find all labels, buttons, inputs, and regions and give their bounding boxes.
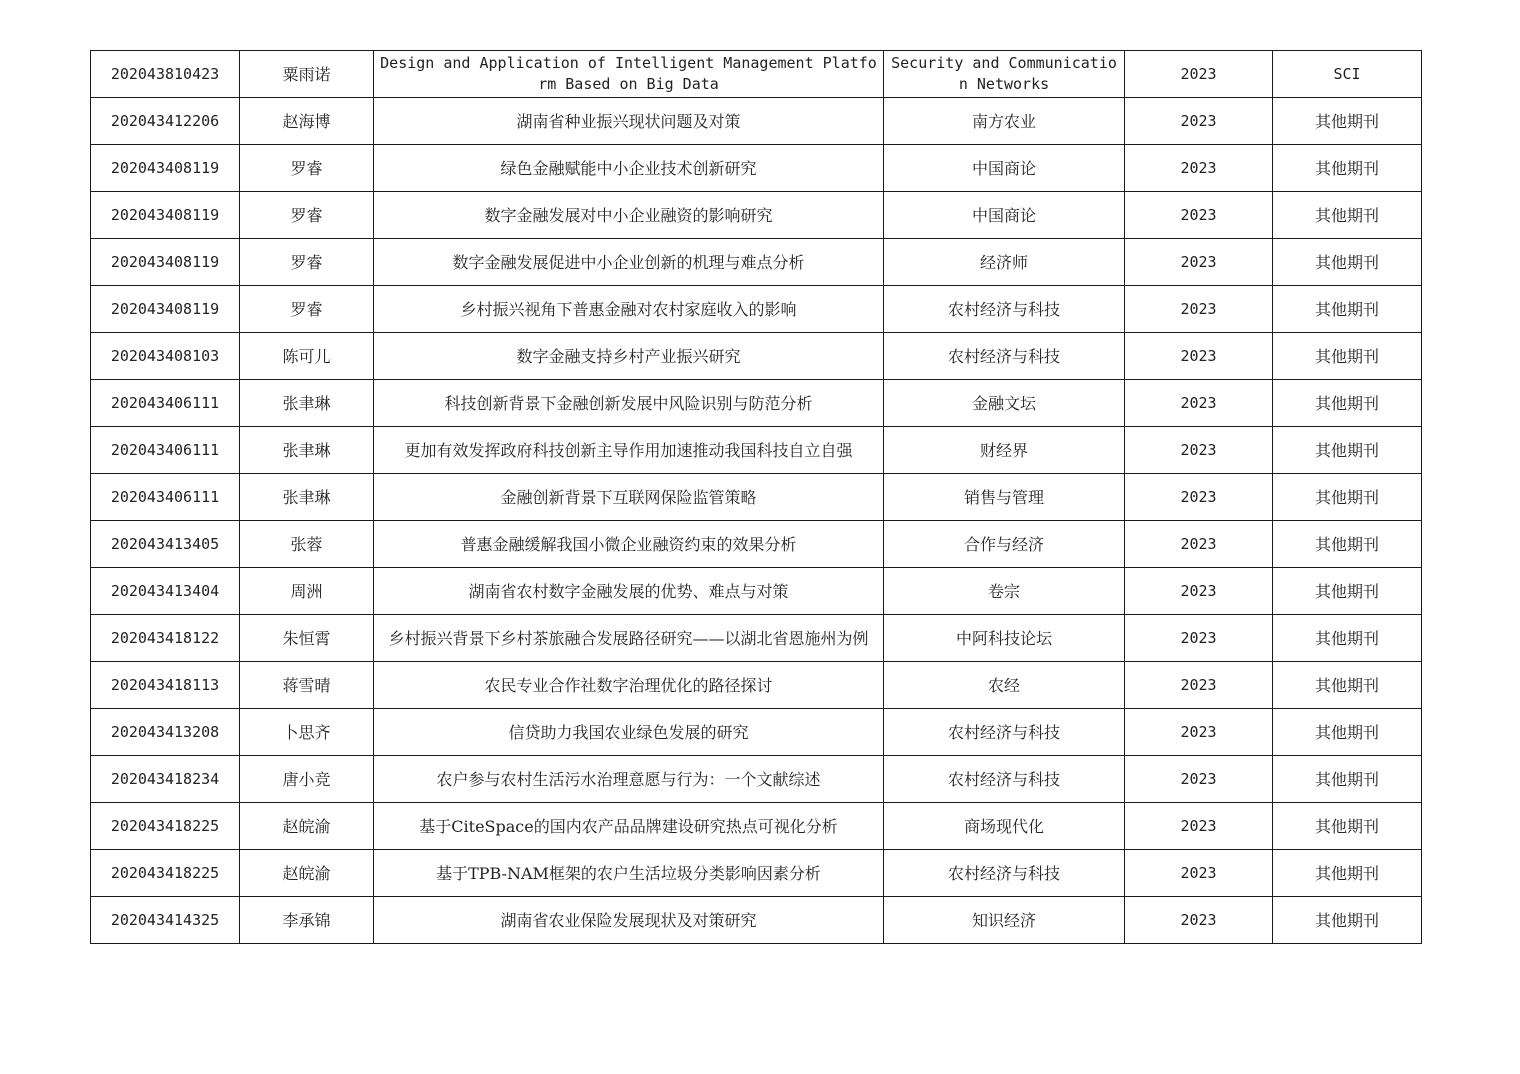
- student-id-cell: 202043418234: [91, 756, 240, 803]
- index-type-cell: 其他期刊: [1273, 568, 1422, 615]
- index-type-cell: 其他期刊: [1273, 427, 1422, 474]
- paper-title-cell: 乡村振兴背景下乡村茶旅融合发展路径研究——以湖北省恩施州为例: [374, 615, 884, 662]
- year-cell: 2023: [1125, 521, 1273, 568]
- table-row: [91, 568, 1422, 615]
- journal-cell: 销售与管理: [884, 474, 1125, 521]
- index-type-cell: 其他期刊: [1273, 897, 1422, 944]
- year-cell: 2023: [1125, 145, 1273, 192]
- paper-title-cell: 普惠金融缓解我国小微企业融资约束的效果分析: [374, 521, 884, 568]
- student-id-cell: 202043810423: [91, 51, 240, 98]
- student-id-cell: 202043406111: [91, 474, 240, 521]
- student-id-cell: 202043408119: [91, 239, 240, 286]
- paper-title-cell: 信贷助力我国农业绿色发展的研究: [374, 709, 884, 756]
- student-id-cell: 202043413405: [91, 521, 240, 568]
- table-row: [91, 145, 1422, 192]
- year-cell: 2023: [1125, 333, 1273, 380]
- journal-cell: Security and Communication Networks: [884, 51, 1125, 98]
- journal-cell: 南方农业: [884, 98, 1125, 145]
- paper-title-cell: 乡村振兴视角下普惠金融对农村家庭收入的影响: [374, 286, 884, 333]
- year-cell: 2023: [1125, 709, 1273, 756]
- journal-cell: 合作与经济: [884, 521, 1125, 568]
- table-row: [91, 286, 1422, 333]
- index-type-cell: 其他期刊: [1273, 380, 1422, 427]
- journal-cell: 知识经济: [884, 897, 1125, 944]
- year-cell: 2023: [1125, 474, 1273, 521]
- paper-title-cell: 农户参与农村生活污水治理意愿与行为：一个文献综述: [374, 756, 884, 803]
- table-row: [91, 98, 1422, 145]
- journal-cell: 中国商论: [884, 145, 1125, 192]
- index-type-cell: 其他期刊: [1273, 803, 1422, 850]
- paper-title-cell: 数字金融支持乡村产业振兴研究: [374, 333, 884, 380]
- journal-cell: 经济师: [884, 239, 1125, 286]
- student-id-cell: 202043418122: [91, 615, 240, 662]
- year-cell: 2023: [1125, 897, 1273, 944]
- student-id-cell: 202043414325: [91, 897, 240, 944]
- index-type-cell: 其他期刊: [1273, 286, 1422, 333]
- table-row: [91, 615, 1422, 662]
- journal-cell: 农村经济与科技: [884, 709, 1125, 756]
- publication-table: [90, 50, 1422, 944]
- paper-title-cell: Design and Application of Intelligent Management Platform Based on Big Data: [374, 51, 884, 98]
- student-id-cell: 202043408119: [91, 192, 240, 239]
- index-type-cell: SCI: [1273, 51, 1422, 98]
- student-id-cell: 202043418225: [91, 850, 240, 897]
- author-name-cell: 陈可儿: [240, 333, 374, 380]
- table-row: [91, 803, 1422, 850]
- paper-title-cell: 湖南省农村数字金融发展的优势、难点与对策: [374, 568, 884, 615]
- index-type-cell: 其他期刊: [1273, 98, 1422, 145]
- year-cell: 2023: [1125, 662, 1273, 709]
- index-type-cell: 其他期刊: [1273, 239, 1422, 286]
- paper-title-cell: 更加有效发挥政府科技创新主导作用加速推动我国科技自立自强: [374, 427, 884, 474]
- paper-title-cell: 数字金融发展促进中小企业创新的机理与难点分析: [374, 239, 884, 286]
- paper-title-cell: 科技创新背景下金融创新发展中风险识别与防范分析: [374, 380, 884, 427]
- table-row: [91, 427, 1422, 474]
- student-id-cell: 202043408103: [91, 333, 240, 380]
- year-cell: 2023: [1125, 427, 1273, 474]
- index-type-cell: 其他期刊: [1273, 662, 1422, 709]
- year-cell: 2023: [1125, 756, 1273, 803]
- author-name-cell: 周洲: [240, 568, 374, 615]
- journal-cell: 商场现代化: [884, 803, 1125, 850]
- author-name-cell: 张聿琳: [240, 474, 374, 521]
- author-name-cell: 赵皖渝: [240, 850, 374, 897]
- table-row: [91, 662, 1422, 709]
- author-name-cell: 卜思齐: [240, 709, 374, 756]
- author-name-cell: 蒋雪晴: [240, 662, 374, 709]
- student-id-cell: 202043413208: [91, 709, 240, 756]
- year-cell: 2023: [1125, 286, 1273, 333]
- author-name-cell: 粟雨诺: [240, 51, 374, 98]
- journal-cell: 农村经济与科技: [884, 850, 1125, 897]
- author-name-cell: 罗睿: [240, 286, 374, 333]
- paper-title-cell: 基于CiteSpace的国内农产品品牌建设研究热点可视化分析: [374, 803, 884, 850]
- journal-cell: 农经: [884, 662, 1125, 709]
- student-id-cell: 202043412206: [91, 98, 240, 145]
- author-name-cell: 张聿琳: [240, 427, 374, 474]
- paper-title-cell: 湖南省种业振兴现状问题及对策: [374, 98, 884, 145]
- year-cell: 2023: [1125, 192, 1273, 239]
- table-row: [91, 192, 1422, 239]
- journal-cell: 卷宗: [884, 568, 1125, 615]
- journal-cell: 财经界: [884, 427, 1125, 474]
- author-name-cell: 赵海博: [240, 98, 374, 145]
- author-name-cell: 朱恒霄: [240, 615, 374, 662]
- journal-cell: 中阿科技论坛: [884, 615, 1125, 662]
- table-row: [91, 380, 1422, 427]
- table-row: [91, 239, 1422, 286]
- paper-title-cell: 湖南省农业保险发展现状及对策研究: [374, 897, 884, 944]
- index-type-cell: 其他期刊: [1273, 756, 1422, 803]
- year-cell: 2023: [1125, 98, 1273, 145]
- index-type-cell: 其他期刊: [1273, 615, 1422, 662]
- journal-cell: 农村经济与科技: [884, 333, 1125, 380]
- index-type-cell: 其他期刊: [1273, 850, 1422, 897]
- table-row: [91, 756, 1422, 803]
- index-type-cell: 其他期刊: [1273, 333, 1422, 380]
- journal-cell: 农村经济与科技: [884, 756, 1125, 803]
- journal-cell: 农村经济与科技: [884, 286, 1125, 333]
- table-row: [91, 333, 1422, 380]
- paper-title-cell: 金融创新背景下互联网保险监管策略: [374, 474, 884, 521]
- year-cell: 2023: [1125, 568, 1273, 615]
- table-row: [91, 897, 1422, 944]
- journal-cell: 金融文坛: [884, 380, 1125, 427]
- table-row: [91, 51, 1422, 98]
- paper-title-cell: 农民专业合作社数字治理优化的路径探讨: [374, 662, 884, 709]
- index-type-cell: 其他期刊: [1273, 709, 1422, 756]
- author-name-cell: 张聿琳: [240, 380, 374, 427]
- table-row: [91, 474, 1422, 521]
- paper-title-cell: 数字金融发展对中小企业融资的影响研究: [374, 192, 884, 239]
- author-name-cell: 赵皖渝: [240, 803, 374, 850]
- journal-cell: 中国商论: [884, 192, 1125, 239]
- paper-title-cell: 绿色金融赋能中小企业技术创新研究: [374, 145, 884, 192]
- index-type-cell: 其他期刊: [1273, 474, 1422, 521]
- year-cell: 2023: [1125, 239, 1273, 286]
- index-type-cell: 其他期刊: [1273, 145, 1422, 192]
- author-name-cell: 罗睿: [240, 145, 374, 192]
- author-name-cell: 罗睿: [240, 192, 374, 239]
- student-id-cell: 202043418113: [91, 662, 240, 709]
- student-id-cell: 202043406111: [91, 380, 240, 427]
- student-id-cell: 202043406111: [91, 427, 240, 474]
- index-type-cell: 其他期刊: [1273, 521, 1422, 568]
- author-name-cell: 张蓉: [240, 521, 374, 568]
- author-name-cell: 李承锦: [240, 897, 374, 944]
- student-id-cell: 202043418225: [91, 803, 240, 850]
- table-row: [91, 521, 1422, 568]
- year-cell: 2023: [1125, 850, 1273, 897]
- author-name-cell: 罗睿: [240, 239, 374, 286]
- student-id-cell: 202043408119: [91, 286, 240, 333]
- student-id-cell: 202043408119: [91, 145, 240, 192]
- year-cell: 2023: [1125, 380, 1273, 427]
- year-cell: 2023: [1125, 803, 1273, 850]
- student-id-cell: 202043413404: [91, 568, 240, 615]
- year-cell: 2023: [1125, 615, 1273, 662]
- year-cell: 2023: [1125, 51, 1273, 98]
- table-row: [91, 709, 1422, 756]
- author-name-cell: 唐小竞: [240, 756, 374, 803]
- paper-title-cell: 基于TPB-NAM框架的农户生活垃圾分类影响因素分析: [374, 850, 884, 897]
- index-type-cell: 其他期刊: [1273, 192, 1422, 239]
- table-row: [91, 850, 1422, 897]
